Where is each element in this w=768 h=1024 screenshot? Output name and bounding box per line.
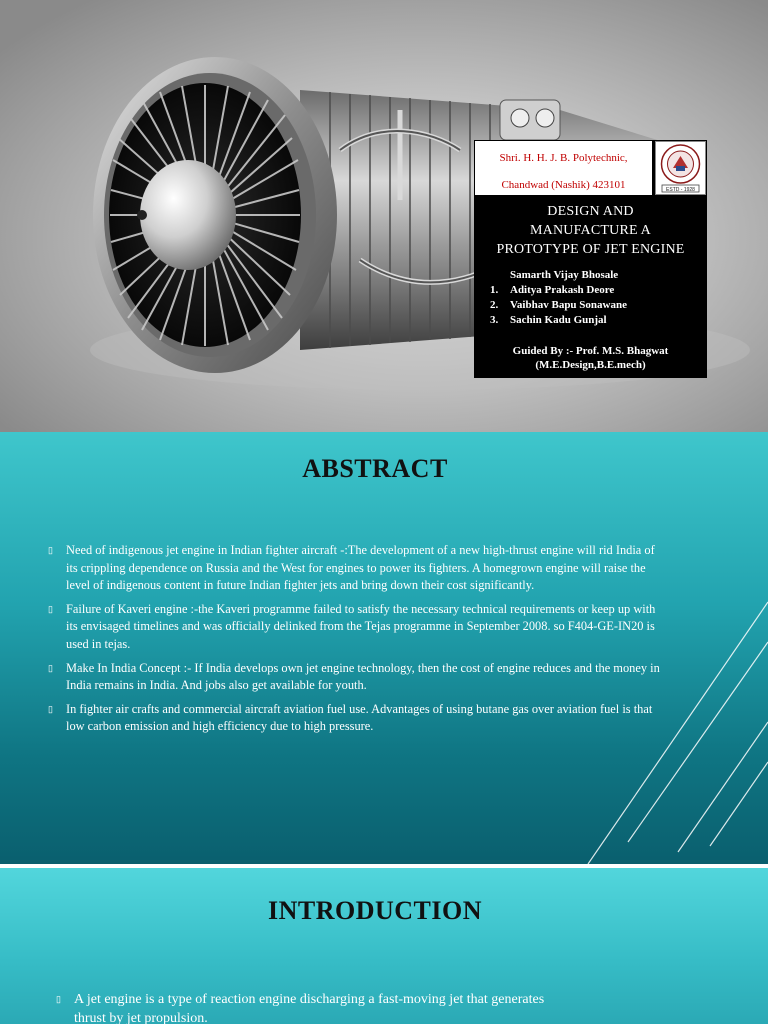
project-title-line: MANUFACTURE A: [530, 223, 651, 238]
college-seal-icon: [655, 141, 706, 195]
institute-name: Shri. H. H. J. B. Polytechnic,: [499, 152, 628, 164]
list-item: ▯ Need of indigenous jet engine in Indian fighter aircraft -:The development of a new high-thrust engine will rid India of its crippling dependence on Russia and the West for engines to power its fighters. A homegrown engine will raise the level of indigenous content in future Indian fighter jets and bring down their cost significantly.: [48, 543, 655, 593]
team-members: [490, 268, 627, 328]
introduction-heading: INTRODUCTION: [267, 896, 483, 925]
project-title-line: PROTOTYPE OF JET ENGINE: [496, 242, 685, 257]
project-title-line: DESIGN AND: [547, 204, 634, 219]
list-item: ▯ A jet engine is a type of reaction engine discharging a fast-moving jet that generates thrust by jet propulsion.: [56, 992, 545, 1024]
guide-info: [474, 344, 707, 372]
list-item: ▯ Make In India Concept :- If India develops own jet engine technology, then the cost of engine reduces and the money in India remains in India. And jobs also get available for youth.: [48, 660, 660, 693]
bullet-box-icon: ▯: [48, 545, 53, 555]
list-item: ▯ In fighter air crafts and commercial aircraft aviation fuel use. Advantages of using butane gas over aviation fuel is that low carbon emission and high efficiency due to high pressure.: [48, 701, 653, 734]
project-title: [474, 202, 707, 259]
member-item: 3. Sachin Kadu Gunjal: [490, 314, 607, 326]
member-item: 2. Vaibhav Bapu Sonawane: [490, 299, 627, 311]
guide-name: Guided By :- Prof. M.S. Bhagwat: [512, 345, 669, 357]
abstract-heading: ABSTRACT: [302, 454, 448, 483]
project-title-card: [474, 140, 707, 378]
introduction-bullets: [56, 990, 576, 1024]
abstract-bullets: [48, 542, 668, 742]
title-slide: [0, 0, 768, 432]
bullet-box-icon: ▯: [56, 994, 61, 1004]
bullet-box-icon: ▯: [48, 603, 53, 614]
institute-address: Chandwad (Nashik) 423101: [501, 179, 626, 191]
member-name: Sachin Kadu Gunjal: [510, 314, 607, 326]
institute-name-box: [475, 141, 652, 195]
member-item: 1. Aditya Prakash Deore: [490, 284, 615, 296]
list-item: ▯ Failure of Kaveri engine :-the Kaveri programme failed to satisfy the necessary technical requirements or keep up with its envisaged timelines and was officially delinked from the Tejas programme in September 2008. so F404-GE-IN20 is used in tejas.: [48, 601, 656, 651]
svg-text:ESTD - 1928: ESTD - 1928: [666, 186, 695, 193]
guide-qualification: (M.E.Design,B.E.mech): [535, 359, 646, 371]
member-item: [490, 268, 627, 283]
bullet-box-icon: ▯: [48, 703, 53, 714]
abstract-slide: [0, 432, 768, 864]
member-name: Samarth Vijay Bhosale: [510, 269, 619, 281]
bullet-box-icon: ▯: [48, 662, 53, 673]
member-name: Vaibhav Bapu Sonawane: [510, 299, 627, 311]
member-name: Aditya Prakash Deore: [510, 284, 615, 296]
introduction-slide: [0, 868, 768, 1024]
